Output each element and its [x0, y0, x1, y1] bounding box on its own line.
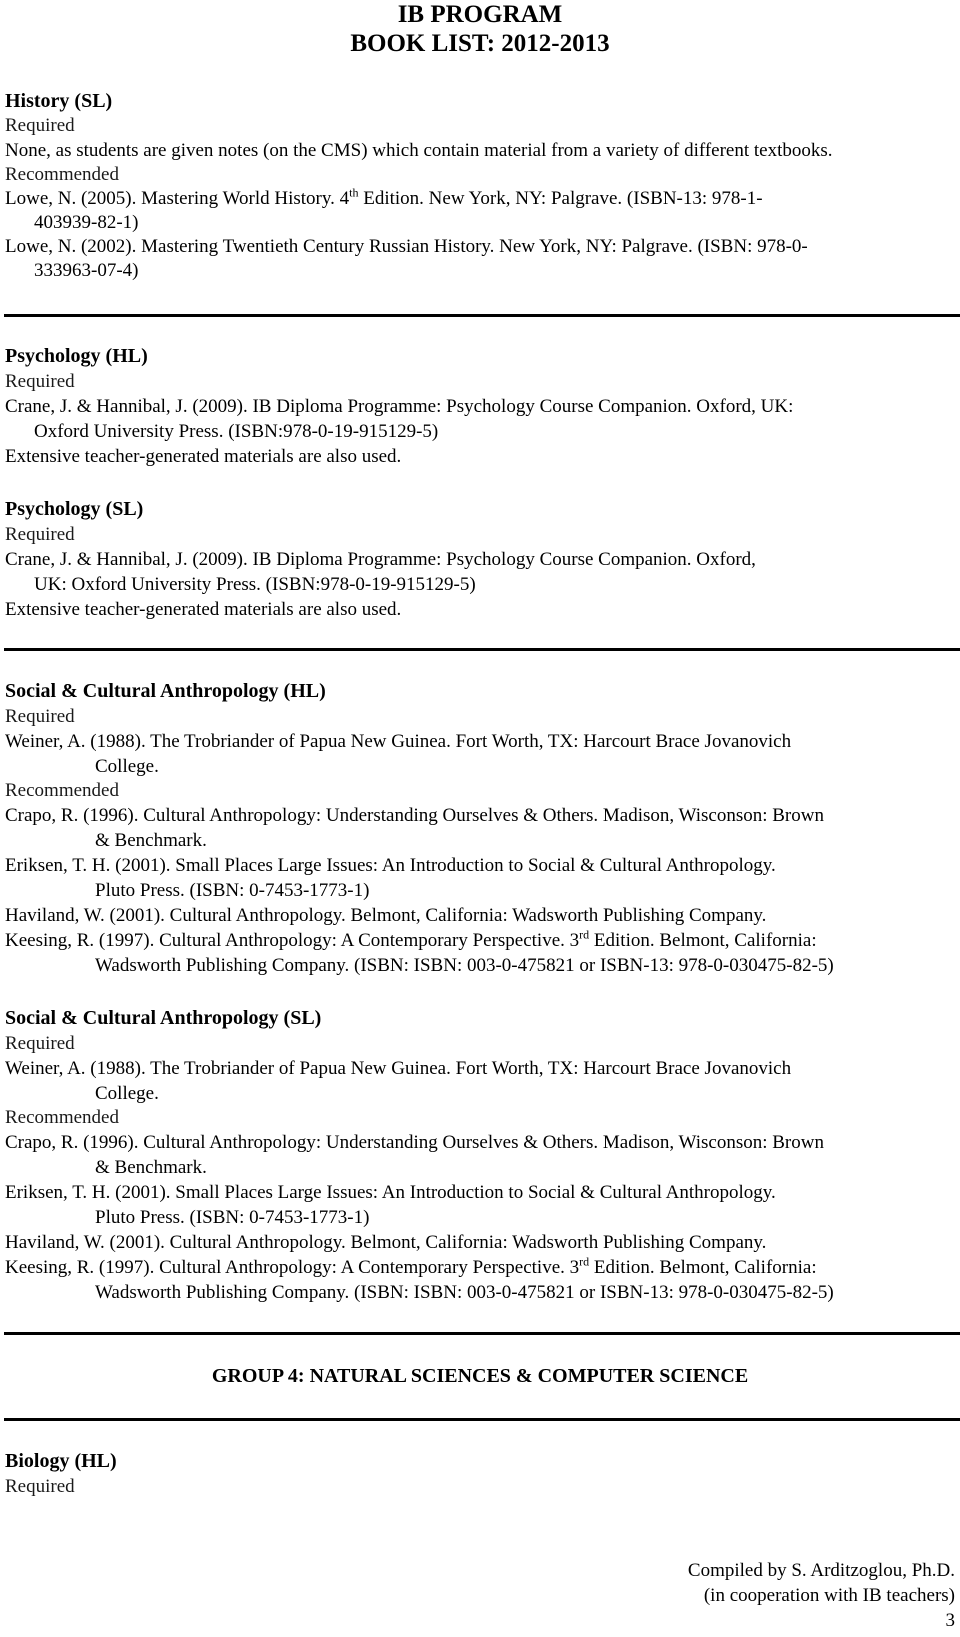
history-entry-lowe-2002-cont: 333963-07-4) — [34, 260, 139, 281]
biology-hl-heading: Biology (HL) — [5, 1450, 117, 1472]
anthro-hl-recommended-label: Recommended — [5, 780, 119, 801]
anthro-sl-recommended-label: Recommended — [5, 1107, 119, 1128]
anthro-sl-heading: Social & Cultural Anthropology (SL) — [5, 1007, 322, 1029]
anthro-hl-entry-keesing-cont: Wadsworth Publishing Company. (ISBN: ISBN: 003-0-475821 or ISBN-13: 978-0-030475-82-5) — [95, 955, 834, 976]
page-number: 3 — [945, 1610, 955, 1631]
anthro-sl-entry-eriksen-cont: Pluto Press. (ISBN: 0-7453-1773-1) — [95, 1207, 370, 1228]
psych-hl-required-label: Required — [5, 371, 75, 392]
anthro-sl-required-label: Required — [5, 1033, 75, 1054]
anthro-hl-heading: Social & Cultural Anthropology (HL) — [5, 680, 326, 702]
psych-sl-required-label: Required — [5, 524, 75, 545]
anthro-hl-required-label: Required — [5, 706, 75, 727]
psych-sl-heading: Psychology (SL) — [5, 498, 144, 520]
anthro-hl-entry-weiner: Weiner, A. (1988). The Trobriander of Papua New Guinea. Fort Worth, TX: Harcourt Brace Jovanovich — [5, 731, 792, 752]
history-entry-lowe-2005-cont: 403939-82-1) — [34, 212, 139, 233]
anthro-hl-entry-crapo: Crapo, R. (1996). Cultural Anthropology: Understanding Ourselves & Others. Madison, Wisconson: Brown — [5, 805, 824, 826]
psych-hl-entry-crane: Crane, J. & Hannibal, J. (2009). IB Diploma Programme: Psychology Course Companion. Oxford, UK: — [5, 396, 794, 417]
anthro-sl-entry-weiner-cont: College. — [95, 1083, 159, 1104]
anthro-hl-entry-weiner-cont: College. — [95, 756, 159, 777]
section-divider — [4, 1418, 960, 1421]
group4-heading: GROUP 4: NATURAL SCIENCES & COMPUTER SCIENCE — [211, 1365, 749, 1387]
psych-hl-note: Extensive teacher-generated materials are also used. — [5, 446, 402, 467]
section-divider — [4, 314, 960, 317]
footer-cooperation: (in cooperation with IB teachers) — [703, 1585, 955, 1606]
page-title-line1: IB PROGRAM — [397, 1, 563, 28]
history-sl-required-text: None, as students are given notes (on the CMS) which contain material from a variety of different textbooks. — [5, 140, 833, 161]
history-entry-lowe-2005: Lowe, N. (2005). Mastering World History. 4th Edition. New York, NY: Palgrave. (ISBN-13: 978-1- — [5, 185, 763, 209]
anthro-sl-entry-weiner: Weiner, A. (1988). The Trobriander of Papua New Guinea. Fort Worth, TX: Harcourt Brace Jovanovich — [5, 1058, 792, 1079]
history-sl-recommended-label: Recommended — [5, 164, 119, 185]
anthro-hl-entry-eriksen-cont: Pluto Press. (ISBN: 0-7453-1773-1) — [95, 880, 370, 901]
psych-hl-entry-crane-cont: Oxford University Press. (ISBN:978-0-19-915129-5) — [34, 421, 439, 442]
anthro-sl-entry-crapo: Crapo, R. (1996). Cultural Anthropology: Understanding Ourselves & Others. Madison, Wisconson: Brown — [5, 1132, 824, 1153]
anthro-hl-entry-keesing: Keesing, R. (1997). Cultural Anthropology: A Contemporary Perspective. 3rd Edition. Belmont, California: — [5, 927, 817, 951]
psych-hl-heading: Psychology (HL) — [5, 345, 148, 367]
page-title-line2: BOOK LIST: 2012-2013 — [350, 30, 610, 57]
footer-compiled-by: Compiled by S. Arditzoglou, Ph.D. — [687, 1560, 955, 1581]
anthro-hl-entry-crapo-cont: & Benchmark. — [95, 830, 207, 851]
anthro-sl-entry-keesing-cont: Wadsworth Publishing Company. (ISBN: ISBN: 003-0-475821 or ISBN-13: 978-0-030475-82-5) — [95, 1282, 834, 1303]
anthro-hl-entry-haviland: Haviland, W. (2001). Cultural Anthropology. Belmont, California: Wadsworth Publishing Company. — [5, 905, 767, 926]
history-entry-lowe-2002: Lowe, N. (2002). Mastering Twentieth Century Russian History. New York, NY: Palgrave. (ISBN: 978-0- — [5, 236, 808, 257]
anthro-hl-entry-eriksen: Eriksen, T. H. (2001). Small Places Large Issues: An Introduction to Social & Cultural Anthropology. — [5, 855, 776, 876]
anthro-sl-entry-crapo-cont: & Benchmark. — [95, 1157, 207, 1178]
psych-sl-entry-crane-cont: UK: Oxford University Press. (ISBN:978-0-19-915129-5) — [34, 574, 476, 595]
psych-sl-entry-crane: Crane, J. & Hannibal, J. (2009). IB Diploma Programme: Psychology Course Companion. Oxford, — [5, 549, 756, 570]
section-divider — [4, 1332, 960, 1335]
section-divider — [4, 648, 960, 651]
history-sl-heading: History (SL) — [5, 90, 113, 112]
anthro-sl-entry-eriksen: Eriksen, T. H. (2001). Small Places Large Issues: An Introduction to Social & Cultural Anthropology. — [5, 1182, 776, 1203]
anthro-sl-entry-haviland: Haviland, W. (2001). Cultural Anthropology. Belmont, California: Wadsworth Publishing Company. — [5, 1232, 767, 1253]
psych-sl-note: Extensive teacher-generated materials are also used. — [5, 599, 402, 620]
anthro-sl-entry-keesing: Keesing, R. (1997). Cultural Anthropology: A Contemporary Perspective. 3rd Edition. Belmont, California: — [5, 1254, 817, 1278]
biology-hl-required-label: Required — [5, 1476, 75, 1497]
history-sl-required-label: Required — [5, 115, 75, 136]
